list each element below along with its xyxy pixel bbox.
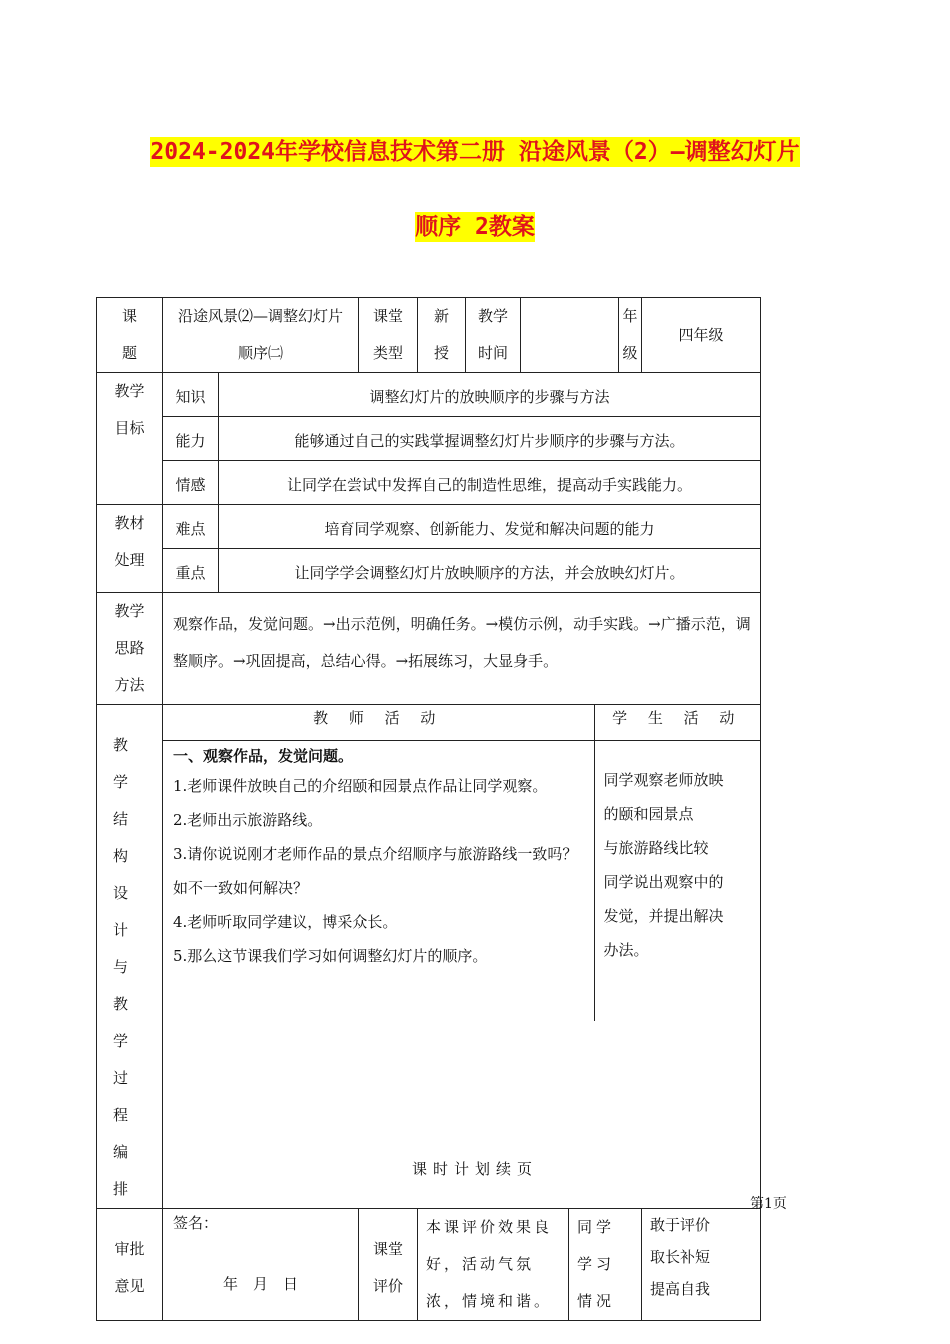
student-line: 发觉，并提出解决 xyxy=(603,906,724,925)
section-title: 一、观察作品，发觉问题。 xyxy=(173,746,354,765)
page-number: 第1页 xyxy=(750,1196,787,1212)
student-status-line: 敢于评价 xyxy=(650,1216,711,1234)
objective-ability-text: 能够通过自己的实践掌握调整幻灯片步顺序的步骤与方法。 xyxy=(219,417,761,461)
teacher-item: 3.请你说说刚才老师作品的景点介绍顺序与旅游路线一致吗？如不一致如何解决？ xyxy=(173,844,578,897)
objective-knowledge-text: 调整幻灯片的放映顺序的步骤与方法 xyxy=(219,373,761,417)
sign-date: 年 月 日 xyxy=(223,1275,299,1293)
teacher-item: 5.那么这节课我们学习如何调整幻灯片的顺序。 xyxy=(173,946,488,965)
topic-value: 沿途风景⑵—调整幻灯片顺序㈡ xyxy=(163,298,359,373)
class-type-value: 新授 xyxy=(418,298,466,373)
eval-label: 课堂评价 xyxy=(359,1209,418,1321)
eval-text: 本课评价效果良好，活动气氛浓，情境和谐。 xyxy=(418,1209,569,1321)
objective-ability-label: 能力 xyxy=(163,417,219,461)
grade-value: 四年级 xyxy=(642,298,761,373)
student-status-content xyxy=(642,1209,761,1321)
approach-text: 观察作品，发觉问题。→出示范例，明确任务。→模仿示例，动手实践。→广播示范，调整顺序。→巩固提高，总结心得。→拓展练习，大显身手。 xyxy=(163,593,761,705)
document-title-line1: 2024-2024年学校信息技术第二册 沿途风景（2）—调整幻灯片 xyxy=(150,139,800,165)
structure-inner-table xyxy=(163,705,760,1021)
objective-knowledge-label: 知识 xyxy=(163,373,219,417)
student-line: 与旅游路线比较 xyxy=(603,838,709,857)
teacher-activity-header: 教 师 活 动 xyxy=(163,705,594,740)
student-activity-header: 学 生 活 动 xyxy=(594,705,760,740)
teacher-item: 4.老师听取同学建议，博采众长。 xyxy=(173,912,398,931)
signature-cell xyxy=(163,1209,359,1321)
document-title-line2: 顺序 2教案 xyxy=(415,214,535,240)
materials-label: 教材处理 xyxy=(97,505,163,593)
student-status-label: 同学学习情况 xyxy=(569,1209,642,1321)
student-line: 的颐和园景点 xyxy=(603,804,694,823)
continuation-label: 课时计划续页 xyxy=(411,1160,538,1178)
time-label: 教学时间 xyxy=(466,298,521,373)
approval-label: 审批意见 xyxy=(97,1209,163,1321)
grade-label: 年级 xyxy=(619,298,642,373)
topic-label: 课题 xyxy=(97,298,163,373)
teacher-item: 2.老师出示旅游路线。 xyxy=(173,810,323,829)
student-line: 同学观察老师放映 xyxy=(603,770,724,789)
class-type-label: 课堂类型 xyxy=(359,298,418,373)
approach-label: 教学思路方法 xyxy=(97,593,163,705)
material-key-text: 让同学学会调整幻灯片放映顺序的方法，并会放映幻灯片。 xyxy=(219,549,761,593)
student-status-line: 取长补短 xyxy=(650,1248,711,1266)
objective-emotion-text: 让同学在尝试中发挥自己的制造性思维，提高动手实践能力。 xyxy=(219,461,761,505)
sign-label: 签名： xyxy=(173,1214,219,1232)
teacher-item: 1.老师课件放映自己的介绍颐和园景点作品让同学观察。 xyxy=(173,776,548,795)
student-line: 办法。 xyxy=(603,940,649,959)
objective-emotion-label: 情感 xyxy=(163,461,219,505)
structure-label: 教学结构设计与教学过程编排 xyxy=(97,705,163,1209)
material-difficulty-text: 培育同学观察、创新能力、发觉和解决问题的能力 xyxy=(219,505,761,549)
student-line: 同学说出观察中的 xyxy=(603,872,724,891)
material-key-label: 重点 xyxy=(163,549,219,593)
objectives-label: 教学目标 xyxy=(97,373,163,505)
student-status-line: 提高自我 xyxy=(650,1280,711,1298)
teacher-activity-content xyxy=(163,740,594,1021)
student-activity-content xyxy=(594,740,760,1021)
material-difficulty-label: 难点 xyxy=(163,505,219,549)
time-value xyxy=(521,298,619,373)
